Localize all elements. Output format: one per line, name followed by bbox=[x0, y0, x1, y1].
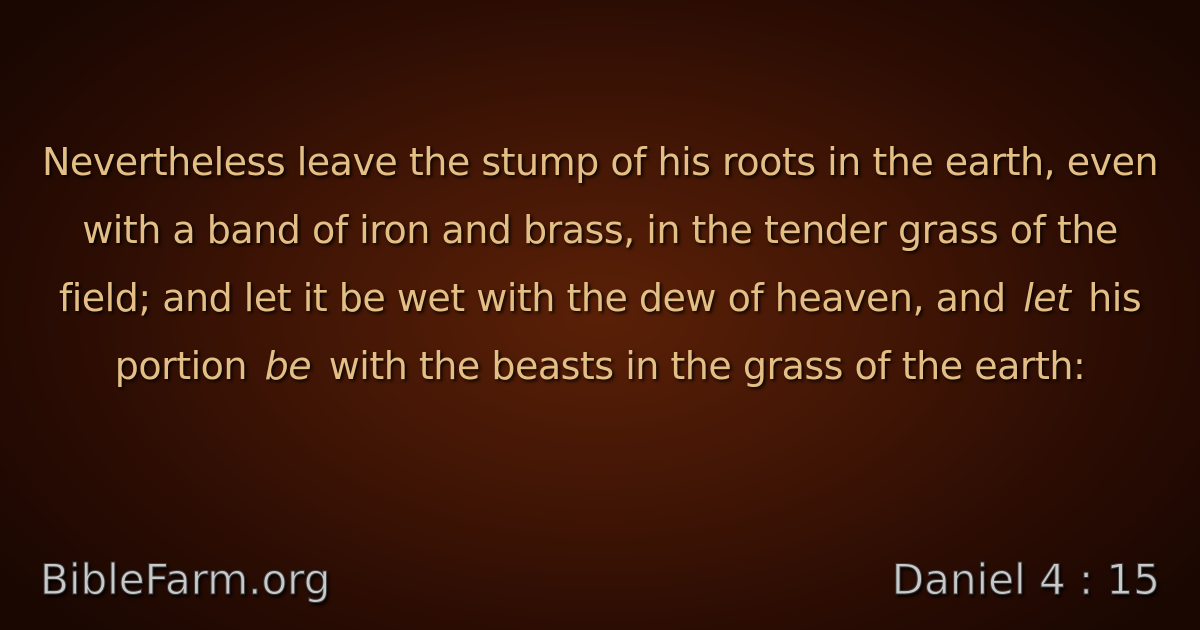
site-name: BibleFarm.org bbox=[40, 555, 331, 604]
verse-part-1: Nevertheless leave the stump of his roots in the earth, even with a band of iron and brass, in the tender grass of the field; and let it be wet with the dew of heaven, and bbox=[41, 140, 1159, 320]
verse-part-2: his portion bbox=[114, 276, 1142, 388]
verse-italic-be: be bbox=[264, 344, 312, 388]
verse-text bbox=[40, 128, 1160, 400]
verse-reference: Daniel 4 : 15 bbox=[891, 555, 1160, 604]
verse-part-3: with the beasts in the grass of the earth: bbox=[328, 344, 1086, 388]
verse-italic-let: let bbox=[1023, 276, 1071, 320]
